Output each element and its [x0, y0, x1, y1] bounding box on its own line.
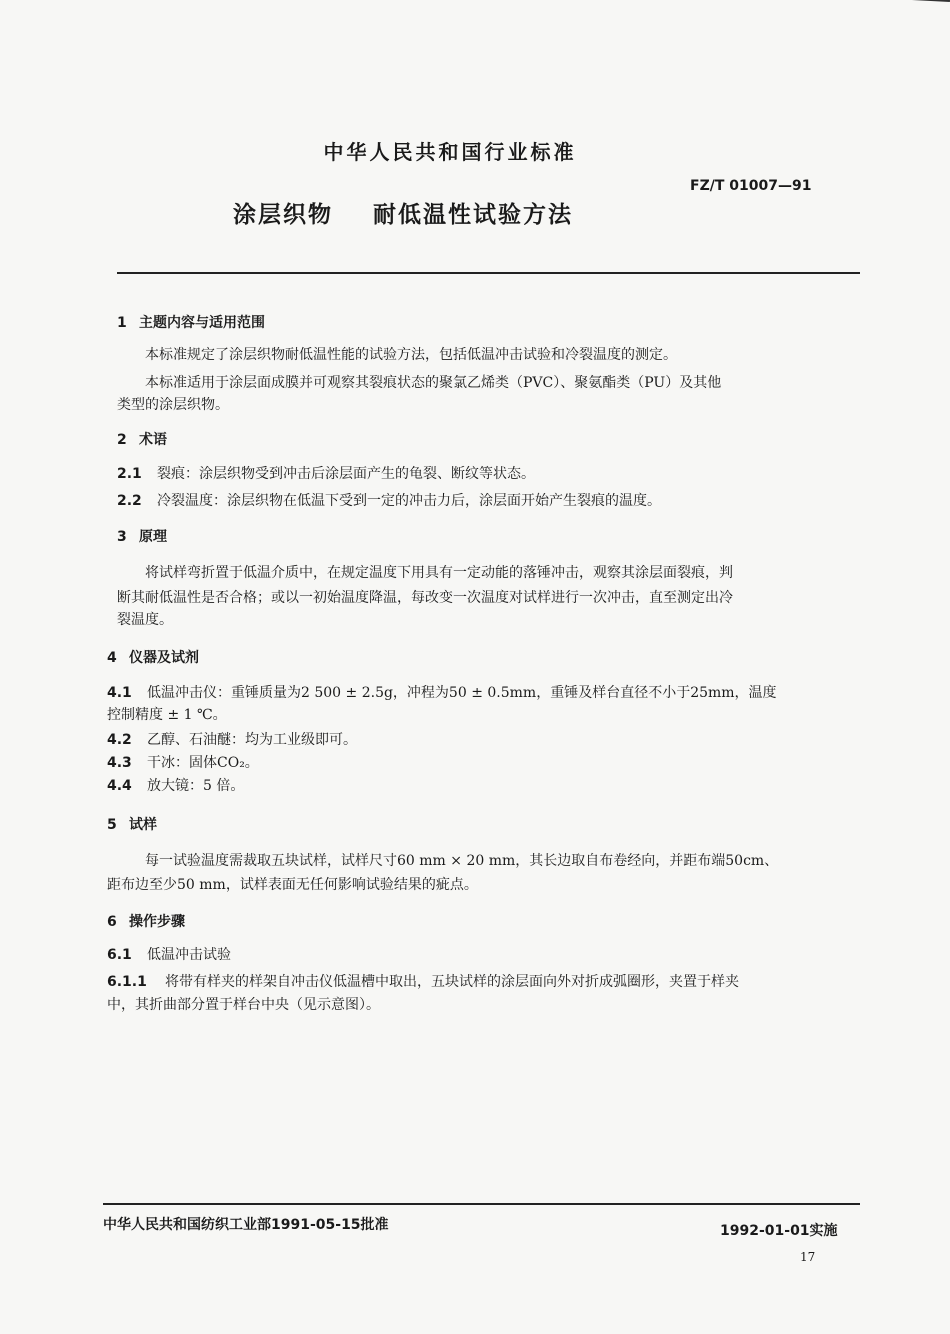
paragraph: 断其耐低温性是否合格；或以一初始温度降温，每改变一次温度对试样进行一次冲击，直至测定出冷	[117, 590, 733, 606]
paragraph: 类型的涂层织物。	[117, 397, 229, 413]
approval-note: 中华人民共和国纺织工业部1991-05-15批准	[103, 1217, 389, 1233]
clause-2-1	[117, 463, 535, 485]
clause-number: 2.2	[117, 493, 142, 509]
paragraph: 本标准规定了涂层织物耐低温性能的试验方法，包括低温冲击试验和冷裂温度的测定。	[145, 347, 677, 363]
clause-text: 低温冲击仪：重锤质量为2 500 ± 2.5g，冲程为50 ± 0.5mm，重锤及样台直径不小于25mm，温度	[147, 685, 777, 701]
section-number: 5	[107, 817, 117, 833]
paragraph: 本标准适用于涂层面成膜并可观察其裂痕状态的聚氯乙烯类（PVC）、聚氨酯类（PU）及其他	[145, 375, 722, 391]
page-number: 17	[800, 1250, 816, 1264]
clause-4-4	[107, 775, 244, 797]
section-title: 术语	[139, 432, 167, 448]
paragraph: 裂温度。	[117, 612, 173, 628]
section-2-heading	[117, 429, 167, 449]
clause-number: 4.3	[107, 755, 132, 771]
section-title: 主题内容与适用范围	[139, 315, 265, 331]
clause-4-2	[107, 729, 357, 751]
section-title: 仪器及试剂	[129, 650, 199, 666]
paragraph: 将试样弯折置于低温介质中，在规定温度下用具有一定动能的落锤冲击，观察其涂层面裂痕，判	[145, 565, 733, 581]
header-divider	[117, 272, 860, 274]
clause-text: 放大镜：5 倍。	[147, 778, 245, 794]
paragraph: 控制精度 ± 1 ℃。	[107, 707, 227, 723]
section-number: 1	[117, 315, 127, 331]
section-5-heading	[107, 814, 157, 834]
clause-text: 乙醇、石油醚：均为工业级即可。	[147, 732, 357, 748]
clause-4-1	[107, 682, 777, 704]
section-6-heading	[107, 911, 185, 931]
document-code: FZ/T 01007—91	[690, 178, 812, 194]
standard-type-heading: 中华人民共和国行业标准	[323, 140, 577, 164]
document-title: 涂层织物 耐低温性试验方法	[233, 202, 574, 228]
section-number: 3	[117, 529, 127, 545]
scan-edge-mark	[800, 0, 950, 10]
clause-text: 低温冲击试验	[147, 947, 231, 963]
clause-text: 裂痕：涂层织物受到冲击后涂层面产生的龟裂、断纹等状态。	[157, 466, 535, 482]
footer-divider	[103, 1203, 860, 1205]
clause-number: 6.1.1	[107, 974, 147, 990]
clause-text: 干冰：固体CO₂。	[147, 755, 259, 771]
clause-4-3	[107, 752, 259, 774]
clause-number: 4.4	[107, 778, 132, 794]
paragraph: 每一试验温度需裁取五块试样，试样尺寸60 mm × 20 mm，其长边取自布卷经向，并距布端50cm、	[145, 853, 779, 869]
section-title: 操作步骤	[129, 914, 185, 930]
clause-text: 将带有样夹的样架自冲击仪低温槽中取出，五块试样的涂层面向外对折成弧圈形，夹置于样夹	[165, 974, 739, 990]
section-4-heading	[107, 647, 199, 667]
clause-number: 2.1	[117, 466, 142, 482]
section-number: 6	[107, 914, 117, 930]
clause-number: 4.2	[107, 732, 132, 748]
section-3-heading	[117, 526, 167, 546]
clause-number: 4.1	[107, 685, 132, 701]
paragraph: 距布边至少50 mm，试样表面无任何影响试验结果的疵点。	[107, 877, 478, 893]
clause-text: 冷裂温度：涂层织物在低温下受到一定的冲击力后，涂层面开始产生裂痕的温度。	[157, 493, 661, 509]
section-number: 2	[117, 432, 127, 448]
effective-date: 1992-01-01实施	[720, 1223, 838, 1239]
section-title: 原理	[139, 529, 167, 545]
paragraph: 中，其折曲部分置于样台中央（见示意图）。	[107, 997, 380, 1013]
section-number: 4	[107, 650, 117, 666]
clause-number: 6.1	[107, 947, 132, 963]
clause-6-1	[107, 944, 231, 966]
clause-6-1-1	[107, 971, 739, 993]
clause-2-2	[117, 490, 661, 512]
section-1-heading	[117, 312, 265, 332]
section-title: 试样	[129, 817, 157, 833]
